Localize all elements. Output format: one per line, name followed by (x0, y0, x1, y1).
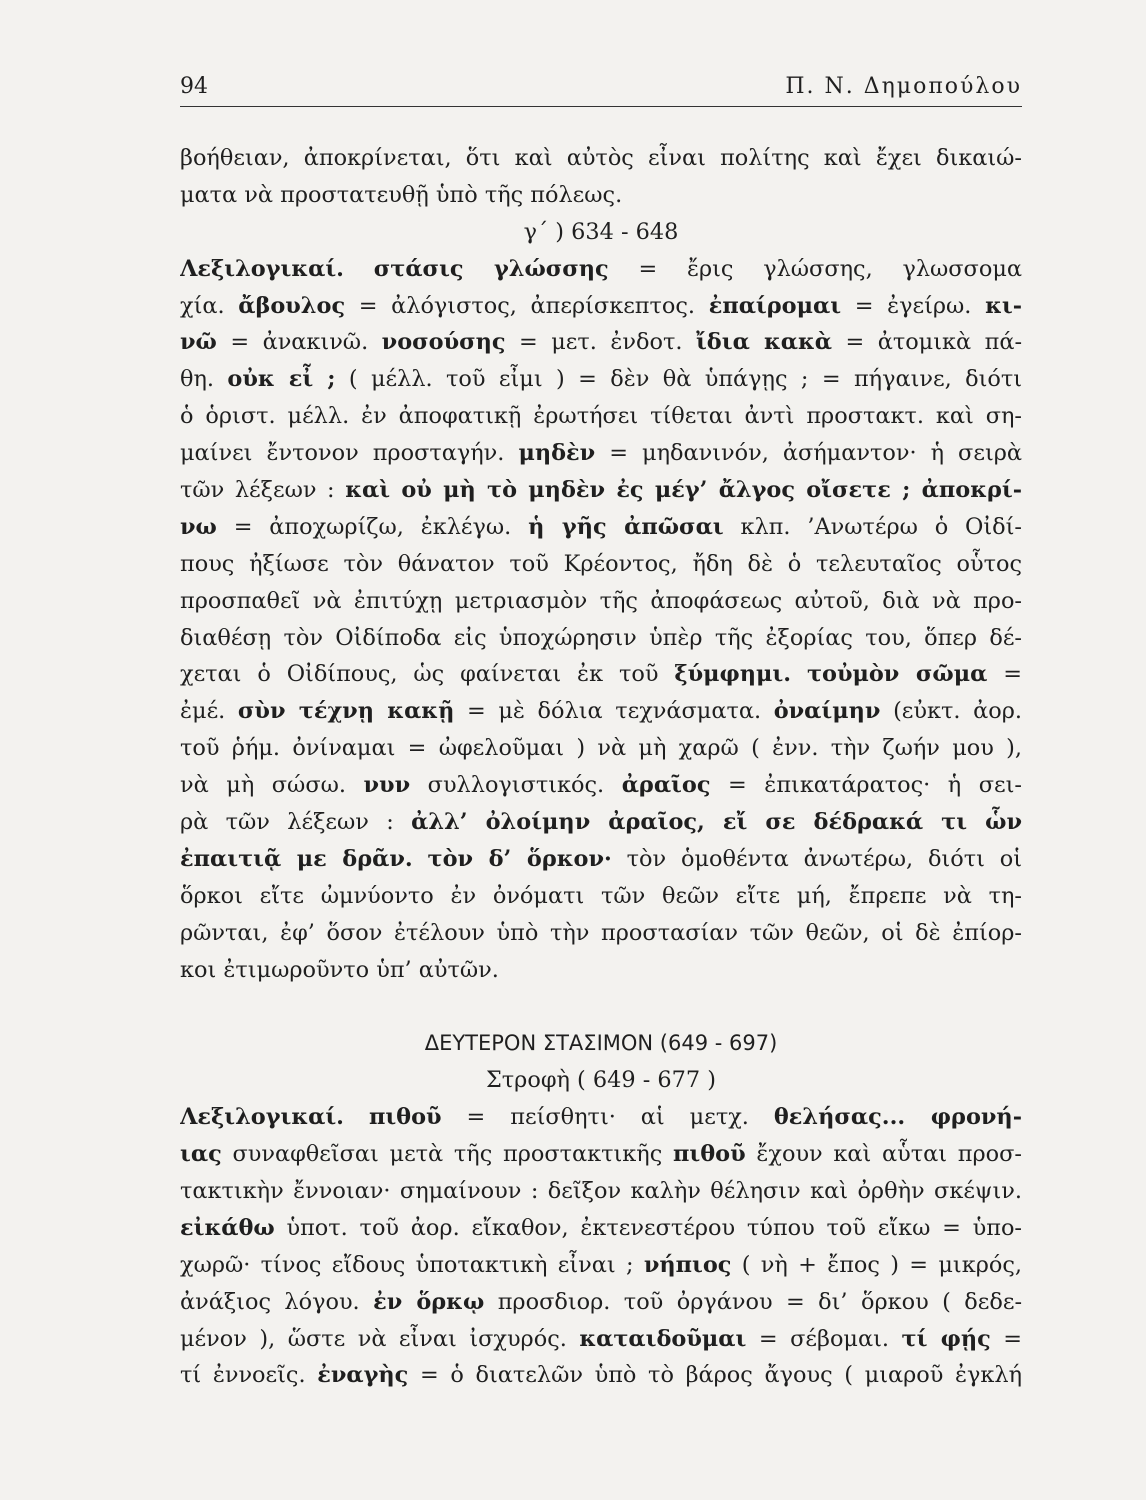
text-segment: = μηδανινόν, ἀσήμαντον· ἡ σειρὰ (595, 440, 1022, 467)
text-line (180, 1099, 1022, 1136)
text-segment: τῶν λέξεων : (180, 477, 346, 504)
text-line (180, 767, 1022, 804)
text-line (180, 620, 1022, 657)
lemma: ἀραῖος (621, 772, 711, 799)
lemma: στάσις γλώσσης (373, 255, 609, 282)
lemma: τὸν δ’ ὅρκον· (427, 845, 612, 872)
text-line (180, 1247, 1022, 1284)
text-segment: = ὁ διατελῶν ὑπὸ τὸ βάρος ἄγους ( μιαροῦ ἐγκλή (408, 1362, 1022, 1389)
lemma: νοσούσης (381, 329, 506, 356)
lemma: ἐπαίρομαι (708, 292, 842, 319)
text-segment: τί ἐννοεῖς. (180, 1362, 318, 1389)
text-line (180, 214, 1022, 251)
header-rule (180, 106, 1022, 107)
text-segment: μένον ), ὥστε νὰ εἶναι ἰσχυρός. (180, 1325, 580, 1352)
lemma: ἡ γῆς ἀπῶσαι (528, 513, 724, 540)
text-segment: = πείσθητι· αἱ μετχ. (441, 1104, 774, 1131)
text-segment: ἐμέ. (180, 698, 238, 725)
text-line (180, 140, 1022, 177)
text-segment: = ἔρις γλώσσης, γλωσσομα (608, 255, 1022, 282)
lemma: νήπιος (643, 1251, 732, 1278)
text-segment: κλπ. ’Ανωτέρω ὁ Οἰδί- (723, 513, 1022, 540)
lemma: ἀλλ’ ὀλοίμην ἀραῖος, εἴ σε δέδρακά τι ὧν (411, 809, 1022, 836)
lemma: ξύμφημι. (674, 661, 792, 688)
text-segment: = ἀτομικὰ πά- (831, 329, 1022, 356)
lemma: ἴδια κακὰ (695, 329, 832, 356)
text-segment: = ἀλόγιστος, ἀπερίσκεπτος. (345, 292, 709, 319)
lemma: τί φῄς (901, 1325, 991, 1352)
text-segment: προσδιορ. τοῦ ὀργάνου = δι’ ὅρκου ( δεδε- (484, 1288, 1022, 1315)
text-segment: μαίνει ἔντονον προσταγήν. (180, 440, 519, 467)
lemma: σὺν τέχνῃ κακῇ (237, 698, 455, 725)
lemma: νυν (363, 772, 411, 799)
lemma: Λεξιλογικαί. (180, 255, 344, 282)
text-line (180, 251, 1022, 288)
text-line (180, 177, 1022, 214)
text-segment: συλλογιστικός. (410, 772, 622, 799)
lemma: νῶ (180, 329, 217, 356)
text-line (180, 398, 1022, 435)
lemma: καὶ οὐ μὴ τὸ μηδὲν ἐς μέγ’ ἄλγος οἴσετε ; ἀποκρί- (345, 477, 1022, 504)
text-segment: συναφθεῖσαι μετὰ τῆς προστακτικῆς (221, 1141, 673, 1168)
text-line (180, 988, 1022, 1025)
text-segment: = (987, 661, 1022, 688)
text-line (180, 841, 1022, 878)
lemma: θελήσας... φρονή- (773, 1104, 1022, 1131)
text-segment: κοι ἐτιμωροῦντο ὑπ’ αὐτῶν. (180, 956, 499, 983)
text-segment: = (990, 1325, 1022, 1352)
text-segment: νὰ μὴ σώσω. (180, 772, 364, 799)
text-line (180, 472, 1022, 509)
text-line (180, 361, 1022, 398)
text-line (180, 509, 1022, 546)
lemma: εἰκάθω (180, 1214, 275, 1241)
page-body (180, 140, 1022, 1394)
text-segment (791, 661, 807, 687)
text-line (180, 952, 1022, 989)
text-segment: ἀνάξιος λόγου. (180, 1288, 374, 1315)
text-segment: = μετ. ἐνδοτ. (505, 329, 696, 356)
text-segment: τακτικὴν ἔννοιαν· σημαίνουν : δεῖξον καλὴν θέλησιν καὶ ὀρθὴν σκέψιν. (180, 1177, 1022, 1204)
text-line (180, 1284, 1022, 1321)
text-segment: διαθέσῃ τὸν Οἰδίποδα εἰς ὑποχώρησιν ὑπὲρ τῆς ἐξορίας του, ὅπερ δέ- (180, 624, 1022, 651)
text-segment: θη. (180, 366, 228, 393)
text-segment: ἔχουν καὶ αὗται προσ- (745, 1141, 1022, 1168)
text-segment: βοήθειαν, ἀποκρίνεται, ὅτι καὶ αὐτὸς εἶναι πολίτης καὶ ἔχει δικαιώ- (180, 145, 1022, 171)
text-segment: τὸν ὁμοθέντα ἀνωτέρω, διότι οἱ (611, 845, 1022, 872)
text-segment: ( μέλλ. τοῦ εἶμι ) = δὲν θὰ ὑπάγῃς ; = πήγαινε, διότι (335, 366, 1022, 393)
lemma: πιθοῦ (368, 1104, 442, 1131)
text-segment: = ἀνακινῶ. (216, 329, 382, 356)
text-segment: Στροφὴ ( 649 - 677 ) (485, 1067, 717, 1094)
text-line (180, 804, 1022, 841)
text-segment: ρῶνται, ἐφ’ ὅσον ἐτέλουν ὑπὸ τὴν προστασίαν τῶν θεῶν, οἱ δὲ ἐπίορ- (180, 919, 1022, 946)
text-line (180, 656, 1022, 693)
text-line (180, 1062, 1022, 1099)
text-segment: ρὰ τῶν λέξεων : (180, 809, 412, 836)
text-line (180, 583, 1022, 620)
text-segment: ὅρκοι εἴτε ὠμνύοντο ἐν ὀνόματι τῶν θεῶν εἴτε μή, ἔπρεπε νὰ τη- (180, 882, 1022, 909)
text-segment: ὑποτ. τοῦ ἀορ. εἴκαθον, ἐκτενεστέρου τύπου τοῦ εἴκω = ὑπο- (274, 1214, 1022, 1241)
lemma: μηδὲν (518, 440, 596, 467)
text-segment: προσπαθεῖ νὰ ἐπιτύχῃ μετριασμὸν τῆς ἀποφάσεως αὐτοῦ, διὰ νὰ προ- (180, 587, 1022, 614)
lemma: πιθοῦ (673, 1141, 746, 1168)
text-line (180, 878, 1022, 915)
lemma: ἄβουλος (238, 292, 346, 319)
text-segment: ΔΕΥΤΕΡΟΝ ΣΤΑΣΙΜΟΝ (649 - 697) (424, 1031, 778, 1056)
text-segment: χωρῶ· τίνος εἴδους ὑποτακτικὴ εἶναι ; (180, 1251, 644, 1278)
text-segment: ὁ ὁριστ. μέλλ. ἐν ἀποφατικῇ ἐρωτήσει τίθεται ἀντὶ προστακτ. καὶ ση- (180, 403, 1022, 430)
text-segment: = ἐπικατάρατος· ἡ σει- (710, 772, 1022, 799)
lemma: ὀναίμην (773, 698, 881, 725)
text-segment: = σέβομαι. (746, 1325, 902, 1352)
text-segment: χεται ὁ Οἰδίπους, ὡς φαίνεται ἐκ τοῦ (180, 661, 675, 688)
text-segment (344, 1104, 369, 1130)
text-segment: = μὲ δόλια τεχνάσματα. (454, 698, 774, 725)
lemma: Λεξιλογικαί. (180, 1104, 344, 1131)
lemma: ἐναγὴς (317, 1362, 409, 1389)
lemma: ἐν ὅρκῳ (373, 1288, 485, 1315)
lemma: νω (180, 513, 217, 540)
text-segment: γ΄ ) 634 - 648 (523, 218, 679, 245)
text-line (180, 693, 1022, 730)
text-segment: ( νὴ + ἔπος ) = μικρός, (731, 1251, 1022, 1278)
text-line (180, 324, 1022, 361)
text-line (180, 1025, 1022, 1062)
text-segment: (εὐκτ. ἀορ. (880, 698, 1022, 725)
lemma: ιας (180, 1141, 222, 1168)
page-header (180, 70, 1022, 106)
text-segment (413, 846, 428, 872)
text-line (180, 1136, 1022, 1173)
text-segment: χία. (180, 292, 239, 319)
text-segment: ματα νὰ προστατευθῇ ὑπὸ τῆς πόλεως. (180, 181, 623, 208)
text-segment (344, 256, 374, 282)
text-line (180, 1173, 1022, 1210)
lemma: ἐπαιτιᾷ με δρᾶν. (180, 845, 413, 872)
text-segment: = ἐγείρω. (841, 292, 986, 319)
text-segment: = ἀποχωρίζω, ἐκλέγω. (216, 513, 529, 540)
text-segment: πους ἠξίωσε τὸν θάνατον τοῦ Κρέοντος, ἤδη δὲ ὁ τελευταῖος οὗτος (180, 550, 1022, 577)
lemma: καταιδοῦμαι (579, 1325, 747, 1352)
text-line (180, 288, 1022, 325)
text-line (180, 1210, 1022, 1247)
text-line (180, 435, 1022, 472)
page-number: 94 (180, 74, 208, 99)
text-segment: τοῦ ῥήμ. ὀνίναμαι = ὠφελοῦμαι ) νὰ μὴ χαρῶ ( ἐνν. τὴν ζωήν μου ), (180, 735, 1022, 762)
text-line (180, 1321, 1022, 1358)
lemma: κι- (985, 292, 1022, 319)
lemma: τοὐμὸν σῶμα (806, 661, 988, 688)
text-line (180, 915, 1022, 952)
running-head: Π. Ν. Δημοπούλου (785, 74, 1022, 99)
lemma: οὐκ εἶ ; (227, 366, 336, 393)
text-line (180, 1357, 1022, 1394)
text-line (180, 546, 1022, 583)
text-line (180, 730, 1022, 767)
